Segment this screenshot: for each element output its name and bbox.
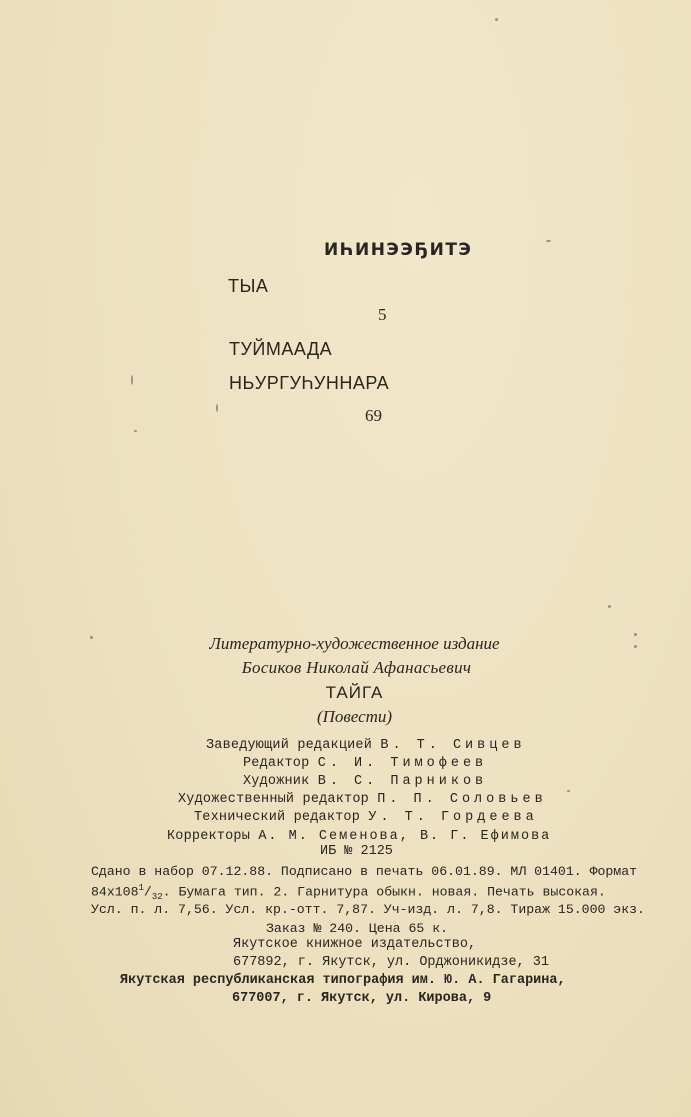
format-base: 84х108	[91, 884, 139, 900]
toc-entry-page: 5	[378, 305, 387, 324]
printer-line: Якутская республиканская типография им. Ю. А. Гагарина,	[120, 973, 566, 988]
tech-line: Усл. п. л. 7,56. Усл. кр.-отт. 7,87. Уч-изд. л. 7,8. Тираж 15.000 экз.	[91, 902, 645, 917]
tech-line: $84х108^1/_{32}$. Бумага тип. 2. Гарнитура обыкн. новая. Печать высокая.	[91, 883, 606, 903]
tech-line-text: Бумага тип. 2. Гарнитура обыкн. новая. Печать высокая.	[178, 884, 606, 900]
toc-entry-title-line1: ТУЙМААДА	[229, 339, 333, 359]
toc-entry-title-line2: НЬУРГУҺУННАРА	[229, 373, 390, 393]
publication-genre: Литературно-художественное издание	[209, 634, 500, 653]
ink-speck	[608, 605, 611, 608]
ink-speck	[131, 375, 133, 385]
staff-line	[178, 792, 547, 807]
staff-line	[206, 738, 526, 753]
staff-name: В. С. Парников	[317, 774, 488, 789]
publisher-line: Якутское книжное издательство,	[233, 937, 477, 952]
staff-name: В. Т. Сивцев	[380, 738, 526, 753]
ink-speck	[495, 18, 498, 21]
staff-line	[243, 774, 487, 789]
staff-role: Технический редактор	[194, 810, 361, 825]
publisher-line: 677892, г. Якутск, ул. Орджоникидзе, 31	[233, 955, 549, 970]
contents-heading: ИҺИНЭЭҔИТЭ	[324, 240, 473, 260]
staff-role: Художник	[243, 774, 310, 789]
toc-entry-page: 69	[365, 406, 382, 425]
printer-line: 677007, г. Якутск, ул. Кирова, 9	[232, 991, 492, 1006]
staff-line	[243, 756, 487, 771]
ink-speck	[567, 790, 570, 792]
format-denominator: 32	[151, 892, 163, 903]
staff-name: А. М. Семенова, В. Г. Ефимова	[258, 829, 552, 844]
staff-line	[194, 810, 538, 825]
staff-role: Заведующий редакцией	[206, 738, 373, 753]
book-subtitle: (Повести)	[316, 707, 393, 726]
tech-line: Сдано в набор 07.12.88. Подписано в печать 06.01.89. МЛ 01401. Формат	[91, 864, 638, 879]
ink-speck	[134, 430, 137, 432]
ib-number: ИБ № 2125	[320, 844, 393, 859]
staff-name: П. П. Соловьев	[377, 792, 547, 807]
staff-name: У. Т. Гордеева	[368, 810, 538, 825]
staff-role: Художественный редактор	[178, 792, 369, 807]
staff-line	[167, 829, 551, 844]
tech-line: Заказ № 240. Цена 65 к.	[266, 921, 449, 936]
toc-entry-title: ТЫА	[228, 276, 269, 296]
ink-speck	[216, 404, 218, 412]
author-name: Босиков Николай Афанасьевич	[241, 658, 472, 677]
ink-speck	[546, 240, 551, 242]
book-title: ТАЙГА	[325, 683, 384, 702]
staff-name: С. И. Тимофеев	[317, 756, 488, 771]
format-numerator: 1	[138, 883, 144, 893]
staff-role: Корректоры	[167, 829, 251, 844]
staff-role: Редактор	[243, 756, 310, 771]
